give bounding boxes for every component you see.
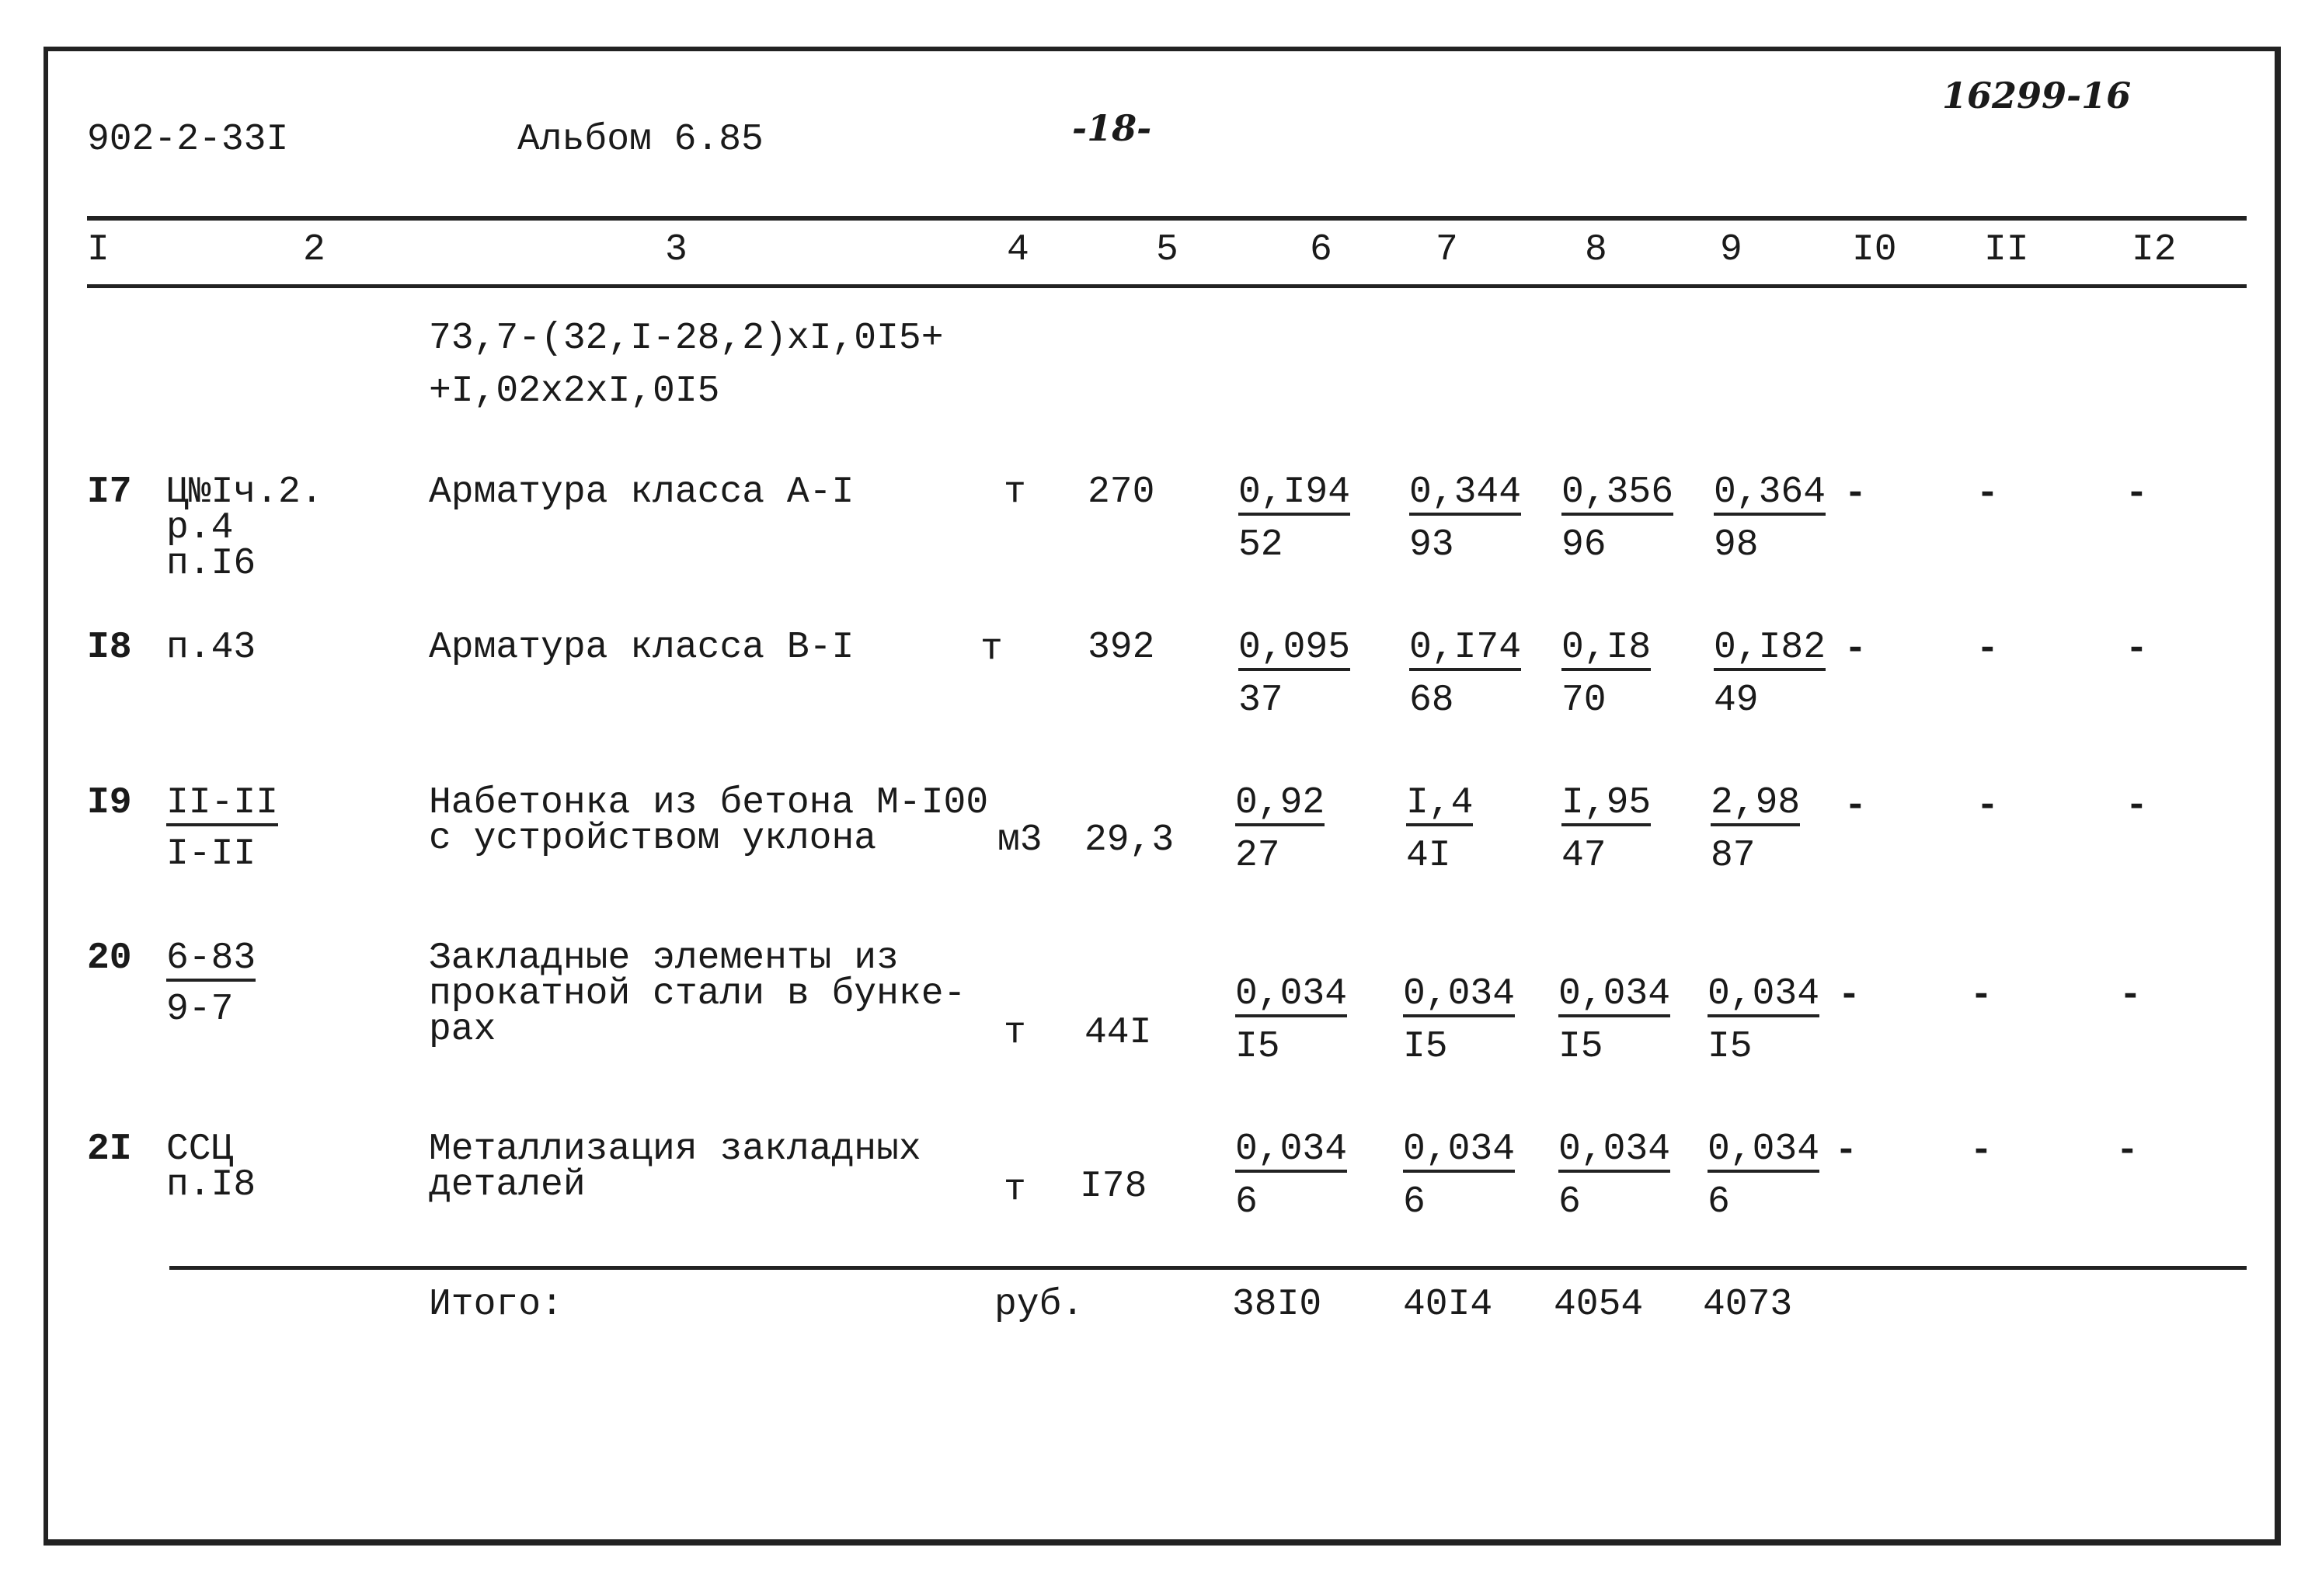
total-value: 4054	[1554, 1284, 1644, 1326]
total-unit: руб.	[994, 1284, 1084, 1326]
value-bottom: I5	[1558, 1026, 1603, 1068]
col-header-1: I	[87, 229, 110, 271]
total-value: 38I0	[1232, 1284, 1322, 1326]
value-bottom: 93	[1409, 524, 1454, 566]
row-ref-bottom: I-II	[166, 833, 256, 875]
doc-code: 902-2-33I	[87, 119, 289, 161]
row-ref-line: п.I8	[166, 1164, 256, 1206]
row-ref-bottom: 9-7	[166, 989, 234, 1031]
value-top: I,95	[1561, 784, 1651, 826]
col-header-12: I2	[2132, 229, 2177, 271]
row-name: Закладные элементы из	[429, 937, 899, 979]
value-top: 0,034	[1708, 975, 1819, 1017]
row-price: I78	[1080, 1166, 1147, 1208]
value-top: 0,I74	[1409, 629, 1521, 671]
value-top: 0,034	[1403, 975, 1515, 1017]
dash-col-12: -	[2119, 975, 2142, 1017]
row-name: прокатной стали в бунке-	[429, 973, 966, 1015]
row-ref-top: II-II	[166, 784, 278, 826]
col-header-5: 5	[1156, 229, 1178, 271]
formula-line-2: +I,02x2xI,0I5	[429, 370, 720, 412]
row-number: 20	[87, 937, 132, 979]
row-name: с устройством уклона	[429, 818, 877, 860]
dash-col-10: -	[1844, 473, 1867, 515]
value-top: 0,I94	[1238, 474, 1350, 516]
value-top: 0,92	[1235, 784, 1325, 826]
value-bottom: 27	[1235, 835, 1280, 877]
row-name: Арматура класса В-I	[429, 627, 855, 669]
row-number: I9	[87, 782, 132, 824]
total-label: Итого:	[429, 1284, 563, 1326]
dash-col-12: -	[2125, 785, 2148, 827]
row-unit: т	[1004, 1169, 1026, 1211]
total-value: 4073	[1703, 1284, 1793, 1326]
row-ref-line: ССЦ	[166, 1128, 234, 1170]
row-ref-line: п.43	[166, 627, 256, 669]
row-ref-line: Ц№Iч.2.	[166, 471, 323, 513]
row-ref-top: 6-83	[166, 940, 256, 982]
row-unit: т	[980, 628, 1003, 670]
col-header-7: 7	[1436, 229, 1458, 271]
row-unit: т	[1004, 1012, 1026, 1054]
value-bottom: 98	[1714, 524, 1759, 566]
row-number: 2I	[87, 1128, 132, 1170]
row-unit: т	[1004, 471, 1026, 513]
row-number: I8	[87, 627, 132, 669]
row-name: рах	[429, 1009, 496, 1051]
value-bottom: I5	[1403, 1026, 1448, 1068]
dash-col-11: -	[1976, 628, 1999, 670]
row-name: Металлизация закладных	[429, 1128, 921, 1170]
value-bottom: 4I	[1406, 835, 1451, 877]
col-header-3: 3	[665, 229, 688, 271]
value-top: 0,034	[1708, 1131, 1819, 1173]
archive-number: 16299-16	[1942, 75, 2132, 116]
value-top: 0,034	[1558, 1131, 1670, 1173]
value-bottom: 52	[1238, 524, 1283, 566]
value-bottom: I5	[1235, 1026, 1280, 1068]
album-label: Альбом 6.85	[517, 119, 764, 161]
dash-col-11: -	[1970, 1130, 1993, 1172]
value-bottom: 47	[1561, 835, 1607, 877]
dash-col-11: -	[1976, 785, 1999, 827]
value-bottom: 37	[1238, 680, 1283, 722]
value-bottom: 6	[1558, 1181, 1581, 1223]
header-bottom-rule	[87, 284, 2247, 288]
dash-col-10: -	[1844, 785, 1867, 827]
col-header-6: 6	[1310, 229, 1332, 271]
value-bottom: 49	[1714, 680, 1759, 722]
value-top: 0,095	[1238, 629, 1350, 671]
page-number: -18-	[1072, 107, 1152, 149]
dash-col-12: -	[2125, 628, 2148, 670]
value-top: 0,356	[1561, 474, 1673, 516]
value-top: 0,034	[1235, 975, 1347, 1017]
value-top: 0,364	[1714, 474, 1826, 516]
total-rule	[169, 1266, 2247, 1270]
formula-line-1: 73,7-(32,I-28,2)xI,0I5+	[429, 318, 944, 360]
row-price: 392	[1088, 627, 1155, 669]
value-top: 0,I82	[1714, 629, 1826, 671]
dash-col-11: -	[1970, 975, 1993, 1017]
col-header-9: 9	[1720, 229, 1742, 271]
dash-col-10: -	[1844, 628, 1867, 670]
col-header-11: II	[1984, 229, 2029, 271]
col-header-4: 4	[1007, 229, 1029, 271]
page-frame	[44, 47, 2281, 1546]
value-bottom: 6	[1235, 1181, 1258, 1223]
dash-col-11: -	[1976, 473, 1999, 515]
value-top: 2,98	[1711, 784, 1800, 826]
value-top: I,4	[1406, 784, 1473, 826]
dash-col-10: -	[1838, 975, 1861, 1017]
total-value: 40I4	[1403, 1284, 1493, 1326]
value-top: 0,034	[1558, 975, 1670, 1017]
value-bottom: I5	[1708, 1026, 1753, 1068]
dash-col-12: -	[2116, 1130, 2139, 1172]
row-ref-line: р.4	[166, 507, 234, 549]
row-name: Арматура класса А-I	[429, 471, 855, 513]
header-top-rule	[87, 216, 2247, 221]
col-header-2: 2	[303, 229, 325, 271]
dash-col-12: -	[2125, 473, 2148, 515]
value-top: 0,034	[1403, 1131, 1515, 1173]
row-ref-line: п.I6	[166, 543, 256, 585]
col-header-10: I0	[1852, 229, 1897, 271]
value-top: 0,I8	[1561, 629, 1651, 671]
row-price: 29,3	[1084, 819, 1175, 861]
value-bottom: 96	[1561, 524, 1607, 566]
value-top: 0,034	[1235, 1131, 1347, 1173]
col-header-8: 8	[1585, 229, 1607, 271]
row-number: I7	[87, 471, 132, 513]
row-name: деталей	[429, 1164, 586, 1206]
dash-col-10: -	[1835, 1130, 1857, 1172]
value-bottom: 70	[1561, 680, 1607, 722]
value-top: 0,344	[1409, 474, 1521, 516]
row-name: Набетонка из бетона М-I00	[429, 782, 989, 824]
value-bottom: 6	[1403, 1181, 1426, 1223]
value-bottom: 87	[1711, 835, 1756, 877]
value-bottom: 6	[1708, 1181, 1730, 1223]
value-bottom: 68	[1409, 680, 1454, 722]
row-price: 270	[1088, 471, 1155, 513]
row-price: 44I	[1084, 1012, 1152, 1054]
row-unit: м3	[997, 819, 1043, 861]
